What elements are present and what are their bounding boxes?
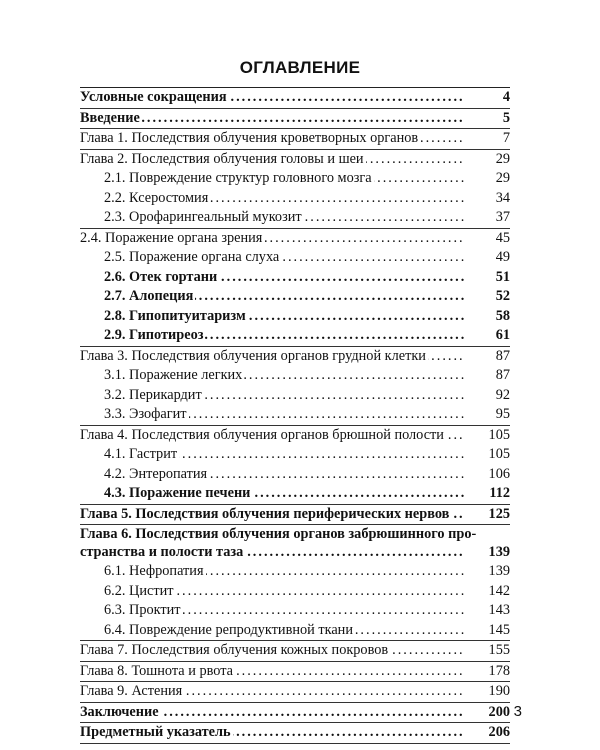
toc-entry-page: 125 [488, 505, 510, 522]
toc-entry-page: 5 [502, 109, 510, 126]
toc-entry-page: 45 [495, 229, 510, 246]
toc-entry-title: 2.3. Орофарингеальный мукозит [104, 209, 302, 225]
toc-entry-title-wrap [104, 582, 464, 602]
toc-subentry[interactable] [80, 621, 510, 641]
toc-subentry[interactable] [80, 562, 510, 582]
toc-entry-title: 2.9. Гипотиреоз [104, 327, 204, 343]
toc-entry-page: 155 [488, 642, 510, 658]
toc-subentry[interactable] [80, 208, 510, 228]
toc-entry-title: Глава 7. Последствия облучения кожных покровов [80, 642, 389, 658]
toc-entry-title-wrap [104, 169, 464, 189]
toc-section [80, 505, 510, 526]
toc-entry-title: Глава 1. Последствия облучения кроветворных органов [80, 130, 419, 146]
toc-entry-page: 142 [488, 582, 510, 599]
toc-subentry[interactable] [80, 268, 510, 288]
toc-entry[interactable] [80, 641, 510, 661]
toc-entry-page: 29 [495, 150, 510, 167]
toc-subentry[interactable] [80, 326, 510, 346]
toc-entry-title-wrap [80, 129, 464, 149]
toc-entry-title: 3.1. Поражение легких [104, 367, 243, 383]
toc-entry-title: 6.1. Нефропатия [104, 563, 204, 579]
toc-entry-page: 206 [488, 724, 510, 740]
toc-subentry[interactable] [80, 386, 510, 406]
toc-entry-title-wrap [80, 505, 464, 525]
toc-entry-title-wrap [104, 386, 464, 406]
toc-entry-title: Глава 8. Тошнота и рвота [80, 662, 233, 679]
toc-section [80, 129, 510, 150]
toc-entry-title-wrap [80, 88, 464, 108]
toc-entry-title-wrap [80, 662, 464, 682]
toc-section [80, 682, 510, 703]
toc-entry-title-wrap [104, 307, 464, 327]
toc-entry-page: 61 [495, 327, 510, 343]
toc-entry-title: 4.3. Поражение печени [104, 485, 251, 501]
toc-subentry[interactable] [80, 582, 510, 602]
toc-entry-page: 34 [495, 189, 510, 206]
toc-entry-title: 3.3. Эзофагит [104, 406, 187, 422]
toc-entry-title-wrap [80, 682, 464, 702]
toc-entry[interactable] [80, 682, 510, 702]
toc-entry-title: Глава 4. Последствия облучения органов брюшной полости [80, 426, 444, 443]
toc-entry[interactable] [80, 426, 510, 446]
toc-entry-title-wrap [80, 641, 464, 661]
toc-entry-title-wrap [104, 248, 464, 268]
table-of-contents [80, 87, 510, 744]
toc-entry-title: Предметный указатель [80, 724, 231, 740]
toc-entry[interactable] [80, 703, 510, 723]
toc-subentry[interactable] [80, 445, 510, 465]
toc-subentry[interactable] [80, 484, 510, 504]
toc-entry-title: Введение [80, 109, 140, 126]
toc-entry-title-wrap [104, 366, 464, 386]
toc-section [80, 723, 510, 744]
toc-entry-title-wrap [80, 150, 464, 170]
toc-entry[interactable] [80, 129, 510, 149]
toc-entry-title-wrap [104, 287, 464, 307]
toc-entry-title-wrap [104, 326, 464, 346]
toc-entry-title-wrap [104, 601, 464, 621]
toc-entry-title-wrap [104, 484, 464, 504]
toc-entry-title: 6.3. Проктит [104, 602, 181, 618]
toc-entry-page: 178 [488, 662, 510, 679]
toc-entry-title: 6.2. Цистит [104, 582, 174, 599]
toc-entry-page: 139 [488, 563, 510, 579]
toc-subentry[interactable] [80, 189, 510, 209]
toc-entry[interactable] [80, 109, 510, 129]
toc-entry-page: 105 [488, 446, 510, 462]
toc-entry-title: 4.2. Энтеропатия [104, 465, 208, 482]
toc-entry-title-wrap [80, 229, 464, 249]
toc-entry-page: 58 [495, 307, 510, 324]
toc-entry-page: 4 [502, 89, 510, 105]
toc-section [80, 109, 510, 130]
toc-entry-title: Условные сокращения [80, 89, 227, 105]
toc-entry[interactable] [80, 662, 510, 682]
toc-entry-page: 190 [488, 683, 510, 699]
toc-subentry[interactable] [80, 465, 510, 485]
toc-entry-title: 3.2. Перикардит [104, 386, 202, 403]
toc-subentry[interactable] [80, 287, 510, 307]
toc-entry-page: 200 [488, 703, 510, 720]
toc-entry-title-wrap [80, 426, 464, 446]
toc-entry-title: странства и полости таза [80, 543, 244, 560]
toc-entry[interactable] [80, 505, 510, 525]
toc-entry-page: 143 [488, 602, 510, 618]
toc-subentry[interactable] [80, 366, 510, 386]
toc-entry-title: Глава 5. Последствия облучения периферических нервов [80, 505, 450, 522]
toc-entry-page: 95 [495, 406, 510, 422]
toc-entry-title-line1: Глава 6. Последствия облучения органов забрюшинного про- [80, 526, 477, 542]
toc-entry[interactable] [80, 525, 510, 562]
toc-entry[interactable] [80, 150, 510, 170]
toc-subentry[interactable] [80, 601, 510, 621]
toc-entry-title-wrap [80, 703, 464, 723]
toc-entry-title-wrap [104, 189, 464, 209]
toc-entry-title-wrap [80, 347, 464, 367]
toc-entry-title: 2.4. Поражение органа зрения [80, 229, 263, 246]
toc-entry-title: 2.2. Ксеростомия [104, 189, 209, 206]
toc-entry[interactable] [80, 723, 510, 743]
toc-entry-page: 37 [495, 209, 510, 225]
toc-entry-page: 49 [495, 249, 510, 265]
toc-entry-page: 92 [495, 386, 510, 403]
toc-entry-page: 145 [488, 621, 510, 638]
toc-entry-title-wrap [80, 723, 464, 743]
toc-entry-title: 2.8. Гипопитуитаризм [104, 307, 246, 324]
toc-entry-page: 139 [488, 543, 510, 560]
toc-entry-page: 87 [495, 367, 510, 383]
toc-section [80, 703, 510, 724]
toc-entry[interactable] [80, 347, 510, 367]
toc-entry-title: 2.6. Отек гортани [104, 268, 218, 285]
toc-entry-title: 2.1. Повреждение структур головного мозга [104, 170, 372, 186]
toc-entry-title-wrap [80, 543, 464, 563]
toc-entry-title-wrap [104, 445, 464, 465]
toc-entry-title-wrap [104, 621, 464, 641]
toc-entry-page: 112 [489, 485, 510, 501]
toc-entry-title-wrap [104, 405, 464, 425]
toc-section [80, 662, 510, 683]
toc-section [80, 229, 510, 347]
toc-subentry[interactable] [80, 405, 510, 425]
toc-section [80, 641, 510, 662]
toc-entry-page: 87 [495, 347, 510, 364]
toc-entry-title-wrap [104, 208, 464, 228]
toc-section [80, 347, 510, 426]
toc-entry-title-wrap [80, 109, 464, 129]
toc-subentry[interactable] [80, 307, 510, 327]
toc-entry-page: 7 [502, 130, 510, 146]
page-number: 3 [513, 703, 522, 720]
toc-section [80, 88, 510, 109]
toc-section [80, 426, 510, 505]
toc-section [80, 525, 510, 641]
toc-entry-title-wrap [104, 268, 464, 288]
toc-entry-title: Глава 2. Последствия облучения головы и шеи [80, 150, 364, 167]
toc-entry-page: 106 [488, 465, 510, 482]
toc-entry-page: 52 [495, 288, 510, 304]
toc-entry-title: Заключение [80, 703, 159, 720]
toc-entry-page: 51 [495, 268, 510, 285]
toc-entry-title: Глава 3. Последствия облучения органов грудной клетки [80, 347, 426, 364]
page-title: ОГЛАВЛЕНИЕ [239, 58, 361, 77]
toc-section [80, 150, 510, 229]
toc-entry-title: 4.1. Гастрит [104, 446, 178, 462]
toc-entry[interactable] [80, 229, 510, 249]
toc-subentry[interactable] [80, 248, 510, 268]
toc-entry-title-wrap [104, 562, 464, 582]
toc-entry-title: 6.4. Повреждение репродуктивной ткани [104, 621, 353, 638]
toc-entry-title: 2.5. Поражение органа слуха [104, 249, 280, 265]
toc-entry-page: 105 [488, 426, 510, 443]
toc-entry-title-wrap [104, 465, 464, 485]
toc-entry-title: 2.7. Алопеция [104, 288, 194, 304]
toc-subentry[interactable] [80, 169, 510, 189]
toc-entry[interactable] [80, 88, 510, 108]
toc-entry-page: 29 [495, 170, 510, 186]
toc-entry-title: Глава 9. Астения [80, 683, 183, 699]
